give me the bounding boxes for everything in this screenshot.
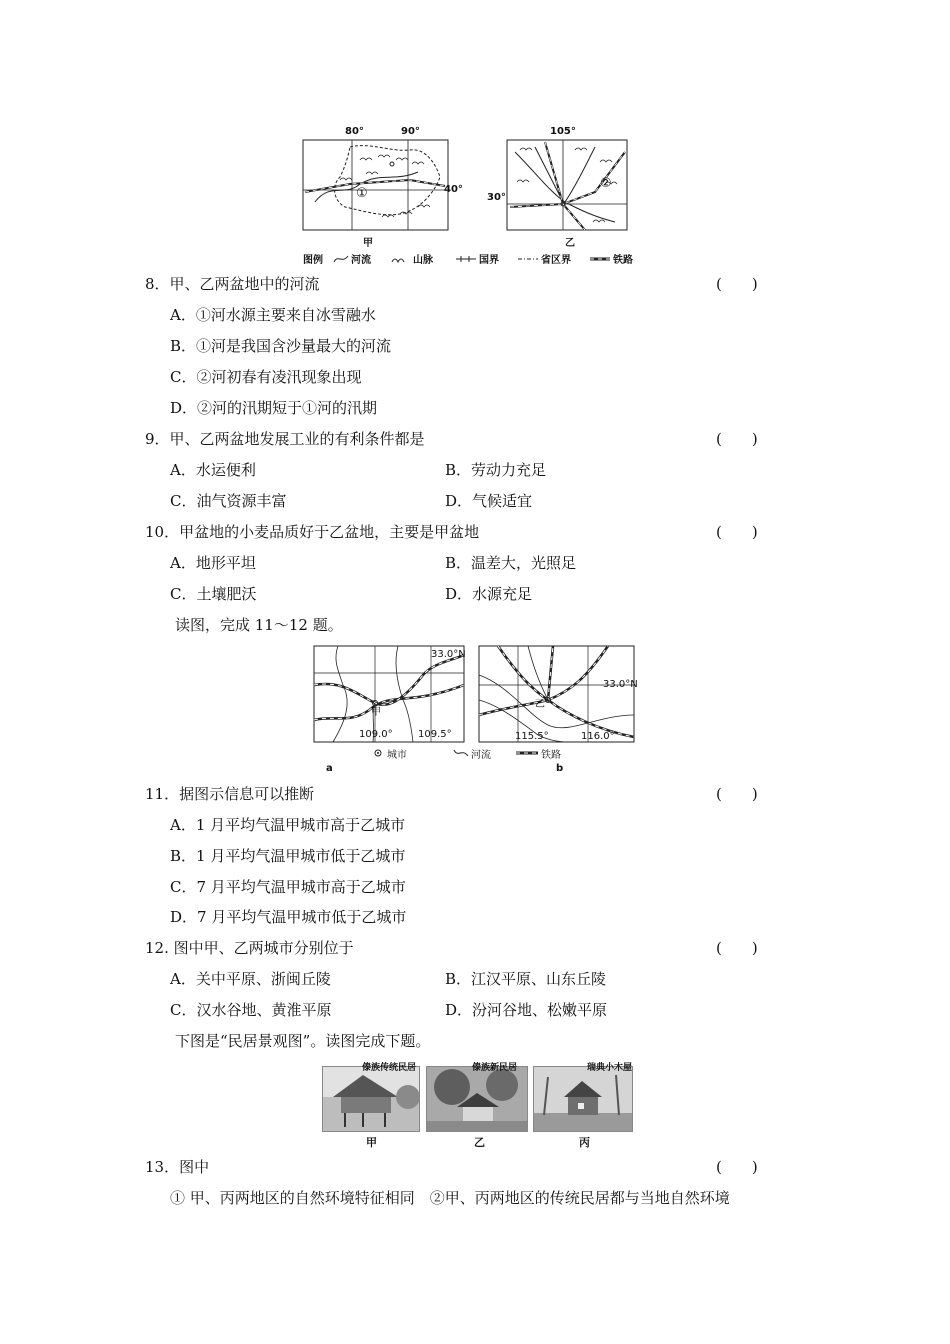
- q9-option-b[interactable]: B．劳动力充足: [445, 461, 547, 479]
- legend-mountain: 山脉: [413, 255, 433, 266]
- map-b-lon-116-0: 116.0°: [581, 731, 615, 742]
- q10-option-b[interactable]: B．温差大，光照足: [445, 554, 577, 572]
- map-a-basin: [300, 122, 470, 242]
- river-legend-icon: [453, 748, 469, 758]
- map-b-river-marker: ②: [600, 176, 612, 191]
- q9-stem: 9．甲、乙两盆地发展工业的有利条件都是: [145, 430, 425, 448]
- map-a-caption: a: [326, 763, 333, 774]
- map-a-lon-90: 90°: [401, 126, 420, 137]
- map-a-river-marker: ①: [356, 186, 368, 201]
- q12-option-d[interactable]: D．汾河谷地、松嫩平原: [445, 1001, 608, 1019]
- figure-2: [313, 645, 643, 777]
- photo-2-label: 傣族新民居: [472, 1063, 518, 1073]
- q9-option-d[interactable]: D．气候适宜: [445, 492, 533, 510]
- q12-stem: 12. 图中甲、乙两城市分别位于: [145, 939, 354, 957]
- photo-1-caption: 甲: [366, 1136, 377, 1149]
- map-b-lat-33: 33.0°N: [603, 679, 638, 690]
- map-b-basin: [505, 122, 655, 242]
- q11-stem: 11．据图示信息可以推断: [145, 785, 315, 803]
- map-b-lon-115-5: 115.5°: [515, 731, 549, 742]
- q12-answer-blank[interactable]: ( ): [716, 939, 758, 957]
- figure-2-legend: [373, 746, 613, 760]
- q13-stem: 13．图中: [145, 1158, 210, 1176]
- figure-1: [300, 122, 660, 272]
- q11-option-b[interactable]: B．1 月平均气温甲城市低于乙城市: [170, 847, 406, 865]
- map-a-lon-109-5: 109.5°: [418, 729, 452, 740]
- dai-new-house-photo: [426, 1066, 528, 1132]
- q13-statement-line: ① 甲、丙两地区的自然环境特征相同 ②甲、丙两地区的传统民居都与当地自然环境: [170, 1189, 730, 1207]
- q9-option-c[interactable]: C．油气资源丰富: [170, 492, 287, 510]
- city-legend-icon: [373, 748, 383, 758]
- q8-option-b[interactable]: B．①河是我国含沙量最大的河流: [170, 337, 392, 355]
- legend-railway: 铁路: [613, 255, 633, 266]
- map-b-city-label: 乙: [535, 699, 545, 710]
- q8-option-a[interactable]: A．①河水源主要来自冰雪融水: [170, 306, 376, 324]
- map-a-city-label: 甲: [371, 707, 381, 718]
- q10-option-a[interactable]: A．地形平坦: [170, 554, 256, 572]
- map-b-lat-30: 30°: [487, 192, 506, 203]
- legend-river: 河流: [471, 750, 491, 761]
- figure-1-legend: [303, 251, 663, 267]
- map-b-caption: 乙: [565, 238, 575, 249]
- map-b-caption: b: [556, 763, 564, 774]
- photo-1-label: 傣族传统民居: [362, 1063, 417, 1073]
- q10-option-d[interactable]: D．水源充足: [445, 585, 533, 603]
- legend-river: 河流: [351, 255, 371, 266]
- railway-legend-icon: [589, 254, 611, 264]
- legend-title: 图例: [303, 255, 323, 266]
- q8-answer-blank[interactable]: ( ): [716, 275, 758, 293]
- q10-stem: 10．甲盆地的小麦品质好于乙盆地，主要是甲盆地: [145, 523, 480, 541]
- q8-option-d[interactable]: D．②河的汛期短于①河的汛期: [170, 399, 378, 417]
- photo-3-label: 瑞典小木屋: [587, 1063, 633, 1073]
- photo-3-caption: 丙: [579, 1136, 590, 1149]
- intro-q11-12: 读图，完成 11～12 题。: [175, 616, 343, 634]
- mountain-legend-icon: [391, 254, 409, 264]
- q11-option-d[interactable]: D．7 月平均气温甲城市低于乙城市: [170, 908, 407, 926]
- photo-2-caption: 乙: [474, 1136, 485, 1149]
- map-b-city-yi: [478, 645, 638, 745]
- q9-option-a[interactable]: A．水运便利: [170, 461, 256, 479]
- q10-answer-blank[interactable]: ( ): [716, 523, 758, 541]
- map-a-lon-109-0: 109.0°: [359, 729, 393, 740]
- q13-answer-blank[interactable]: ( ): [716, 1158, 758, 1176]
- q10-option-c[interactable]: C．土壤肥沃: [170, 585, 257, 603]
- q11-option-a[interactable]: A．1 月平均气温甲城市高于乙城市: [170, 816, 406, 834]
- map-b-lon-105: 105°: [550, 126, 576, 137]
- legend-railway: 铁路: [541, 750, 561, 761]
- dai-traditional-house-photo: [322, 1066, 420, 1132]
- figure-3: [322, 1060, 642, 1155]
- map-a-lat-33: 33.0°N: [431, 649, 466, 660]
- intro-q13: 下图是“民居景观图”。读图完成下题。: [175, 1032, 431, 1050]
- q8-option-c[interactable]: C．②河初春有凌汛现象出现: [170, 368, 362, 386]
- q11-answer-blank[interactable]: ( ): [716, 785, 758, 803]
- q9-answer-blank[interactable]: ( ): [716, 430, 758, 448]
- q8-stem: 8．甲、乙两盆地中的河流: [145, 275, 320, 293]
- railway-legend-icon: [515, 748, 539, 758]
- legend-national-border: 国界: [479, 255, 499, 266]
- river-legend-icon: [333, 254, 349, 264]
- legend-province-border: 省区界: [541, 255, 571, 266]
- q12-option-a[interactable]: A．关中平原、浙闽丘陵: [170, 970, 331, 988]
- map-a-lat-40: 40°: [444, 184, 463, 195]
- province-border-legend-icon: [517, 254, 539, 264]
- q11-option-c[interactable]: C．7 月平均气温甲城市高于乙城市: [170, 878, 406, 896]
- legend-city: 城市: [387, 750, 407, 761]
- q12-option-c[interactable]: C．汉水谷地、黄淮平原: [170, 1001, 332, 1019]
- map-a-lon-80: 80°: [345, 126, 364, 137]
- map-a-caption: 甲: [363, 238, 373, 249]
- swedish-cabin-photo: [533, 1066, 633, 1132]
- border-legend-icon: [455, 254, 477, 264]
- q12-option-b[interactable]: B．江汉平原、山东丘陵: [445, 970, 607, 988]
